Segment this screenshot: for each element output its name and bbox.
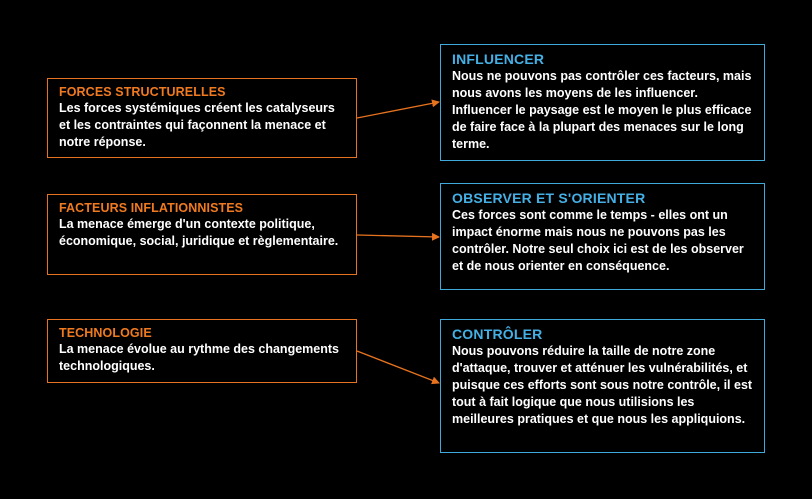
arrow-technology-to-control [357,351,439,383]
observe-orient-title: OBSERVER ET S'ORIENTER [452,190,646,206]
arrow-structural-to-influence [357,102,439,118]
technology-title: TECHNOLOGIE [59,326,152,340]
technology-text: La menace évolue au rythme des changements technologiques. [59,342,339,373]
structural-forces-box [47,78,357,158]
arrow-inflationary-to-observe [357,235,439,237]
influence-text: Nous ne pouvons pas contrôler ces facteurs, mais nous avons les moyens de les influencer. Influencer le paysage est le moyen le plus efficace de faire face à la plupart des menaces sur le long terme. [452,69,752,151]
structural-forces-title: FORCES STRUCTURELLES [59,85,226,99]
inflationary-factors-title: FACTEURS INFLATIONNISTES [59,201,244,215]
technology-box [47,319,357,383]
influence-title: INFLUENCER [452,51,545,67]
influence-box [440,44,765,161]
inflationary-factors-box [47,194,357,275]
observe-orient-box [440,183,765,290]
structural-forces-text: Les forces systémiques créent les catalyseurs et les contraintes qui façonnent la menace et notre réponse. [59,101,335,149]
control-text: Nous pouvons réduire la taille de notre zone d'attaque, trouver et atténuer les vulnérabilités, et puisque ces efforts sont sous notre contrôle, il est tout à fait logique que nous utilisions les meilleures pratiques et que nous les appliquions. [452,344,753,426]
control-box [440,319,765,453]
inflationary-factors-text: La menace émerge d'un contexte politique, économique, social, juridique et règlementaire. [59,217,339,248]
control-title: CONTRÔLER [452,326,543,342]
observe-orient-text: Ces forces sont comme le temps - elles ont un impact énorme mais nous ne pouvons pas les contrôler. Notre seul choix ici est de les observer et de nous orienter en conséquence. [452,208,744,273]
